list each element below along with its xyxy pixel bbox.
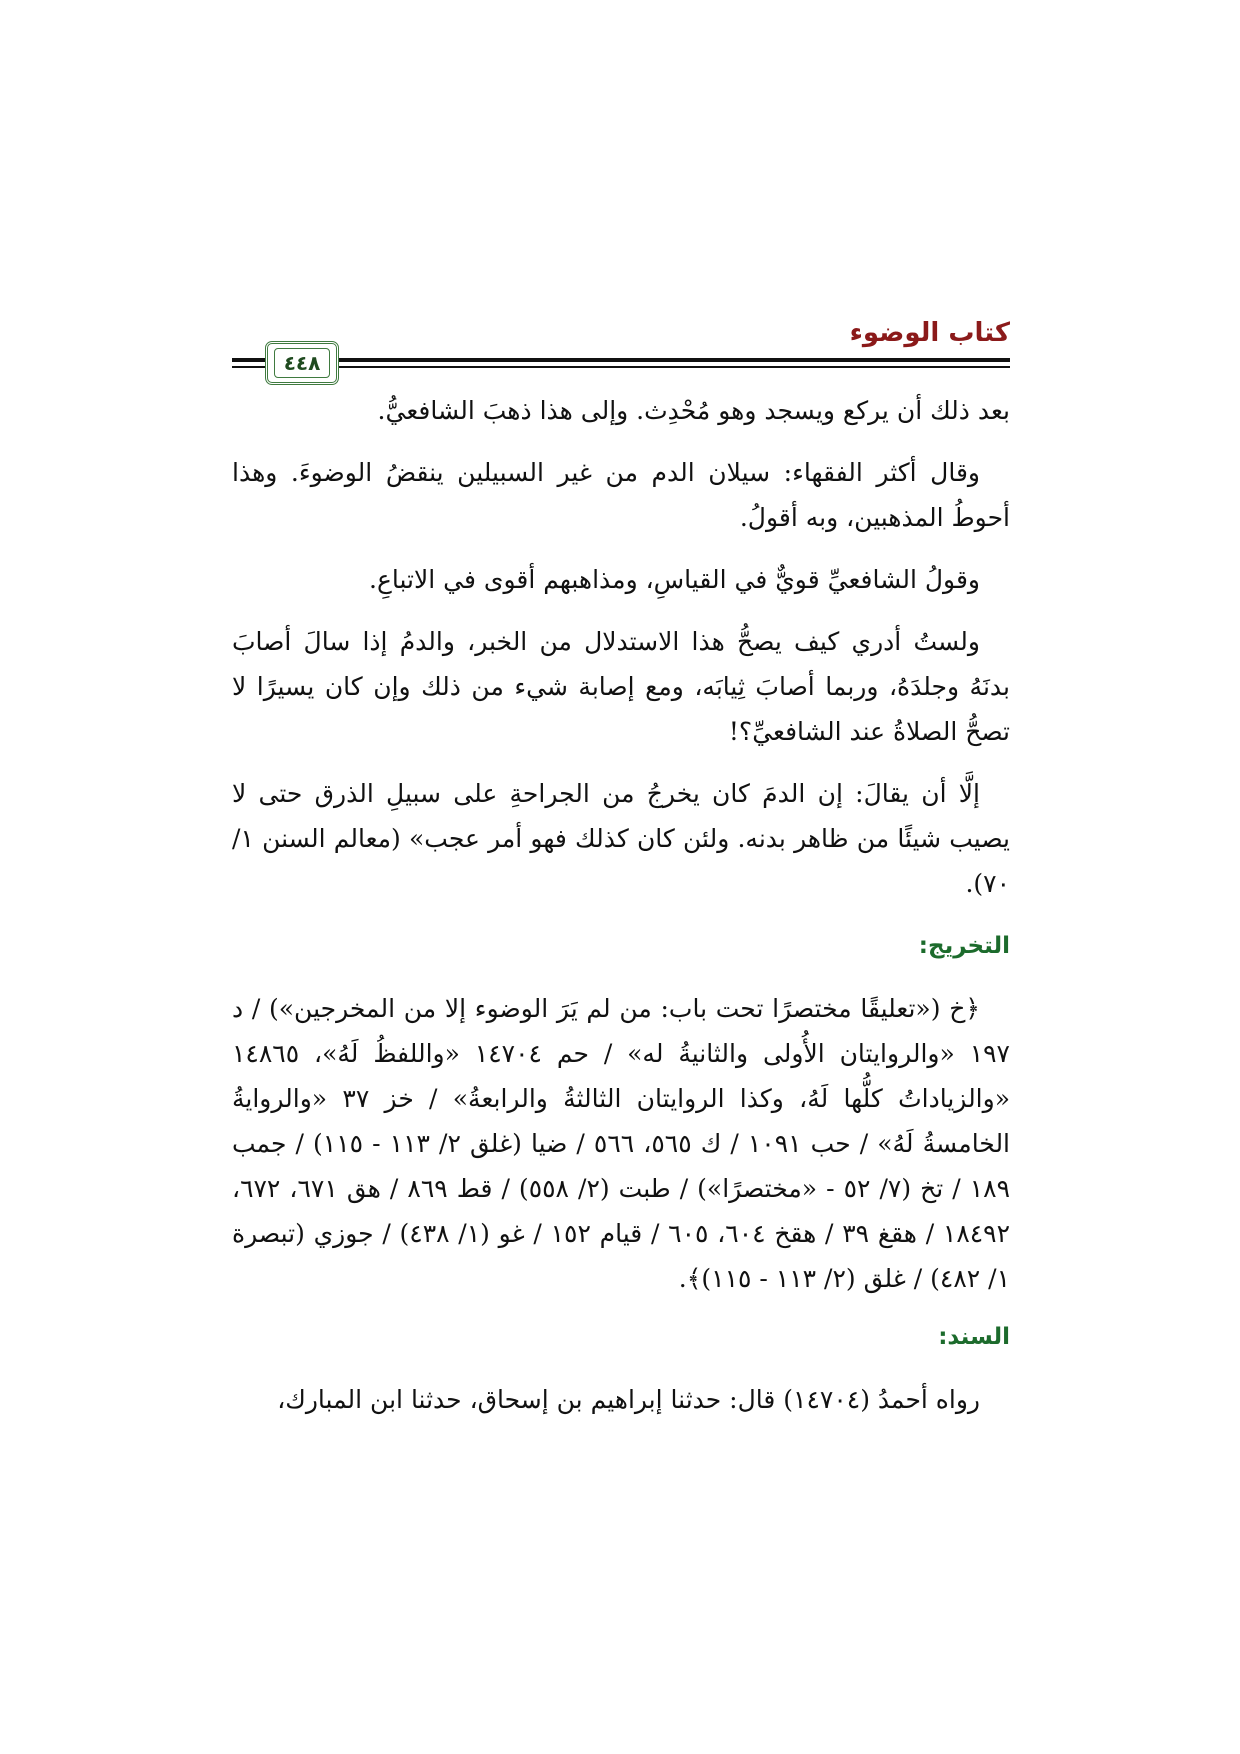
body-paragraph: إلَّا أن يقالَ: إن الدمَ كان يخرجُ من الجراحةِ على سبيلِ الذرق حتى لا يصيب شيئًا من ظاهر بدنه. ولئن كان كذلك فهو أمر عجب» (معالم السنن ١/ ٧٠). <box>232 779 1010 898</box>
book-title: كتاب الوضوء <box>849 318 1010 348</box>
sanad-heading: السند: <box>938 1324 1010 1350</box>
body-paragraph: ولستُ أدري كيف يصحُّ هذا الاستدلال من الخبر، والدمُ إذا سالَ أصابَ بدنَهُ وجلدَهُ، وربما أصابَ ثِيابَه، ومع إصابة شيء من ذلك وإن كان يسيرًا لا تصحُّ الصلاةُ عند الشافعيِّ؟! <box>232 627 1010 746</box>
header-rule-thick <box>232 358 1010 362</box>
page-number: ٤٤٨ <box>274 348 330 378</box>
body-paragraph: بعد ذلك أن يركع ويسجد وهو مُحْدِث. وإلى هذا ذهبَ الشافعيُّ. <box>377 396 1010 425</box>
takhrij-text: ﴿خ («تعليقًا مختصرًا تحت باب: من لم يَرَ الوضوء إلا من المخرجين») / د ١٩٧ «والروايتان الأُولى والثانيةُ له» / حم ١٤٧٠٤ «واللفظُ لَهُ»، ١٤٨٦٥ «والزياداتُ كلُّها لَهُ، وكذا الروايتان الثالثةُ والرابعةُ» / خز ٣٧ «والروايةُ الخامسةُ لَهُ» / حب ١٠٩١ / ك ٥٦٥، ٥٦٦ / ضيا (غلق ٢/ ١١٣ - ١١٥) / جمب ١٨٩ / تخ (٧/ ٥٢ - «مختصرًا») / طبت (٢/ ٥٥٨) / قط ٨٦٩ / هق ٦٧١، ٦٧٢، ١٨٤٩٢ / هقغ ٣٩ / هقخ ٦٠٤، ٦٠٥ / قيام ١٥٢ / غو (١/ ٤٣٨) / جوزي (تبصرة ١/ ٤٨٢) / غلق (٢/ ١١٣ - ١١٥)﴾. <box>232 994 1011 1293</box>
header-rule-thin <box>232 366 1010 368</box>
body-paragraph: وقولُ الشافعيِّ قويٌّ في القياسِ، ومذاهبهم أقوى في الاتباعِ. <box>369 565 980 594</box>
body-paragraph: وقال أكثر الفقهاء: سيلان الدم من غير السبيلين ينقضُ الوضوءَ. وهذا أحوطُ المذهبين، وبه أقولُ. <box>232 458 1010 532</box>
page-header <box>232 318 1010 388</box>
sanad-text: رواه أحمدُ (١٤٧٠٤) قال: حدثنا إبراهيم بن إسحاق، حدثنا ابن المبارك، <box>277 1385 980 1414</box>
page-number-frame <box>265 341 339 385</box>
page-content <box>232 388 1010 1422</box>
takhrij-heading: التخريج: <box>918 933 1010 959</box>
